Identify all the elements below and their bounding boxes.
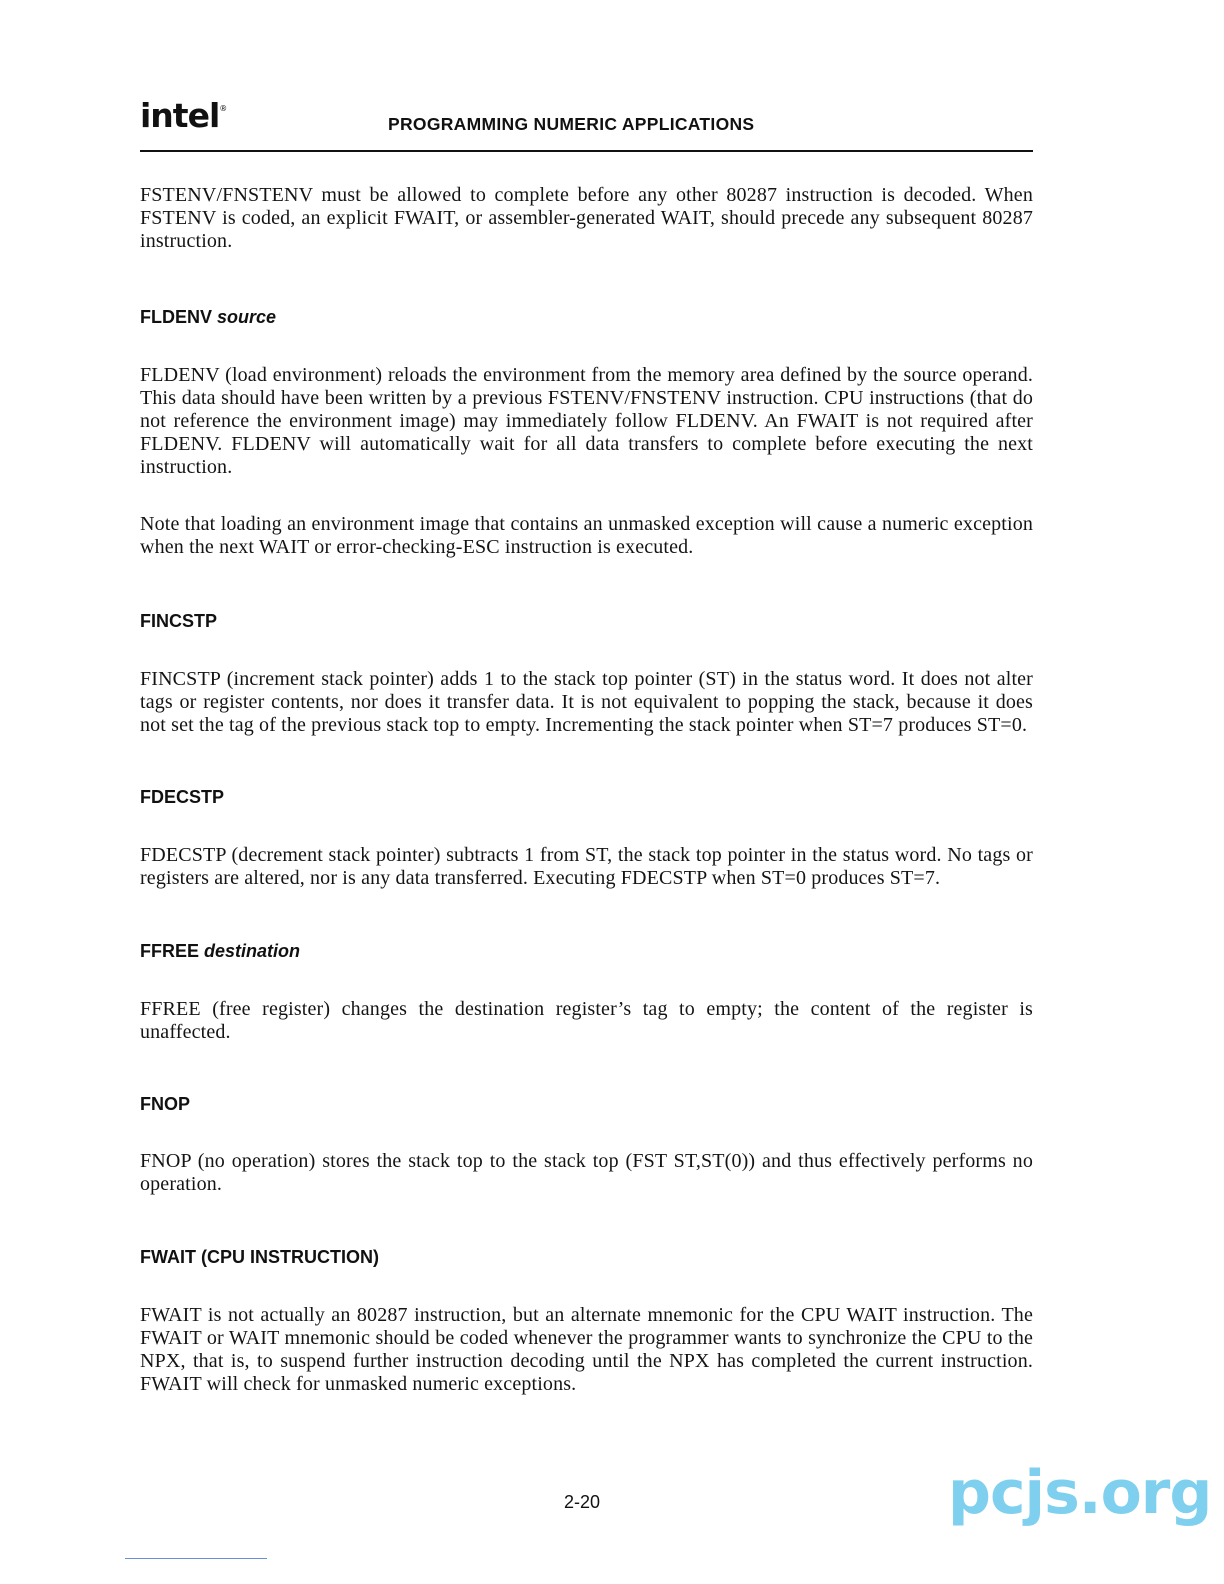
page-body [140, 184, 1033, 1396]
running-header-title: PROGRAMMING NUMERIC APPLICATIONS [388, 114, 755, 134]
paragraph-ffree: FFREE (free register) changes the destination register’s tag to empty; the content of the register is unaffected. [140, 998, 1033, 1043]
paragraph-fdecstp: FDECSTP (decrement stack pointer) subtracts 1 from ST, the stack top pointer in the status word. No tags or registers are altered, nor is any data transferred. Executing FDECSTP when ST=0 produces ST=7. [140, 844, 1033, 889]
heading-fincstp: FINCSTP [140, 611, 218, 631]
paragraph-fwait: FWAIT is not actually an 80287 instruction, but an alternate mnemonic for the CPU WAIT instruction. The FWAIT or WAIT mnemonic should be coded whenever the programmer wants to synchronize the CPU to the NPX, that is, to suspend further instruction decoding until the NPX has completed the current instruction. FWAIT will check for unmasked numeric exceptions. [140, 1304, 1033, 1395]
heading-fnop: FNOP [140, 1094, 191, 1114]
paragraph-fstenv-note: FSTENV/FNSTENV must be allowed to complete before any other 80287 instruction is decoded. When FSTENV is coded, an explicit FWAIT, or assembler-generated WAIT, should precede any subsequent 80287 instruction. [140, 184, 1033, 252]
heading-ffree: FFREE destination [140, 941, 301, 961]
paragraph-fnop: FNOP (no operation) stores the stack top to the stack top (FST ST,ST(0)) and thus effectively performs no operation. [140, 1150, 1033, 1195]
heading-fldenv: FLDENV source [140, 307, 277, 327]
paragraph-fldenv-note: Note that loading an environment image that contains an unmasked exception will cause a numeric exception when the next WAIT or error-checking-ESC instruction is executed. [140, 513, 1033, 558]
heading-fwait: FWAIT (CPU INSTRUCTION) [140, 1247, 379, 1267]
page-number: 2-20 [564, 1492, 601, 1512]
paragraph-fldenv: FLDENV (load environment) reloads the environment from the memory area defined by the source operand. This data should have been written by a previous FSTENV/FNSTENV instruction. CPU instructions (that do not reference the environment image) may immediately follow FLDENV. An FWAIT is not required after FLDENV. FLDENV will automatically wait for all data transfers to complete before executing the next instruction. [140, 364, 1033, 478]
page-header [140, 92, 1033, 152]
intel-logo: intel® [140, 96, 227, 135]
paragraph-fincstp: FINCSTP (increment stack pointer) adds 1 to the stack top pointer (ST) in the status word. It does not alter tags or register contents, nor does it transfer data. It is not equivalent to popping the stack, because it does not set the tag of the previous stack top to empty. Incrementing the stack pointer when ST=7 produces ST=0. [140, 668, 1033, 736]
bottom-divider [125, 1558, 267, 1559]
heading-fdecstp: FDECSTP [140, 787, 225, 807]
pcjs-watermark: pcjs.org [948, 1458, 1212, 1528]
